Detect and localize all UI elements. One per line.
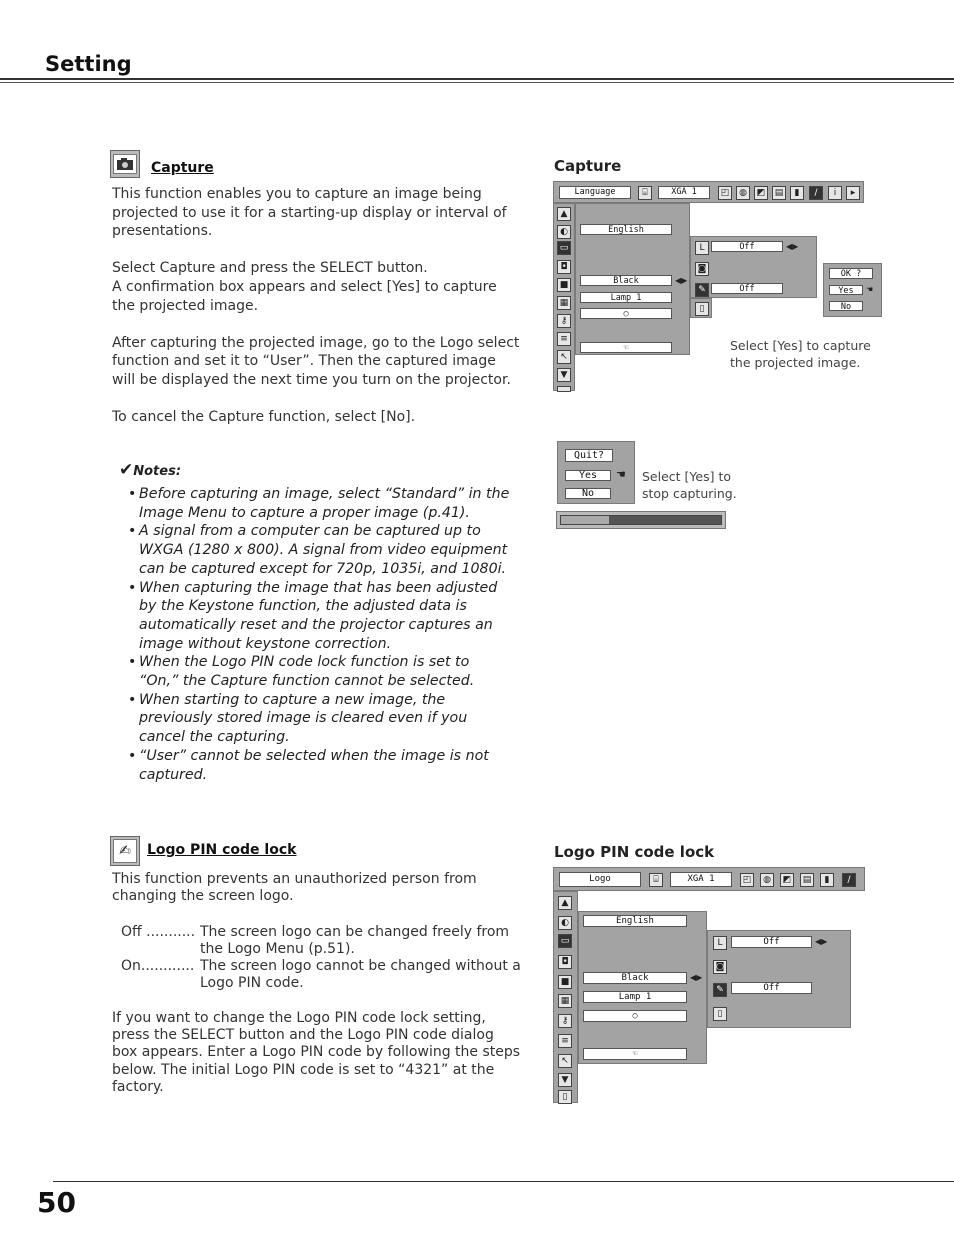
notes-list (128, 485, 513, 784)
checkmark-icon: ✔ (119, 460, 134, 480)
note-item: • “User” cannot be selected when the image is not captured. (128, 747, 513, 784)
arrow-up-icon: ▲ (557, 207, 571, 221)
capture-small-icon: ◘ (557, 260, 571, 274)
notes-title: Notes: (133, 464, 182, 479)
arrow-up-icon: ▲ (558, 896, 572, 910)
background-black-field: Black (583, 972, 687, 984)
def-on-desc: The screen logo cannot be changed without a Logo PIN code. (200, 958, 521, 991)
bulb-field (580, 308, 672, 319)
pin-off-field: Off (711, 283, 783, 294)
screen-icon: ◩ (780, 873, 794, 887)
logo-menu-icon: ▭ (558, 934, 572, 948)
color-icon: ◐ (558, 916, 572, 930)
lamp-field (583, 991, 687, 1003)
exit-icon: ▯ (558, 1090, 572, 1104)
note-item: • When capturing the image that has been adjusted by the Keystone function, the adjusted data is automatically reset and the projector captures an image without keystone correction. (128, 579, 513, 654)
capture-heading: Capture (151, 160, 214, 176)
logo-icon-column (553, 891, 578, 1103)
menubar-xga-field: XGA 1 (670, 872, 732, 887)
color-icon: ◐ (557, 225, 571, 239)
computer-icon: ◰ (718, 186, 732, 200)
arrow-down-icon: ▼ (558, 1073, 572, 1087)
computer-icon: ◰ (740, 873, 754, 887)
menubar-xga-field: XGA 1 (658, 186, 710, 199)
capture-paragraph-2b: A confirmation box appears and select [Yes] to capture the projected image. (112, 278, 497, 314)
left-right-arrows-icon: ◀▶ (690, 973, 703, 982)
logo-figure-title: Logo PIN code lock (554, 843, 715, 861)
pointer-hand-icon: ☚ (866, 285, 874, 294)
def-off-desc: The screen logo can be changed freely from the Logo Menu (p.51). (200, 924, 510, 957)
menubar-language-field: Language (559, 186, 631, 199)
hand-field (580, 342, 672, 353)
stack-icon: ≡ (557, 332, 571, 346)
pin-lock-icon: ✎ (695, 283, 709, 297)
confirm-no-option[interactable]: No (829, 301, 863, 311)
image-icon: ◍ (760, 873, 774, 887)
exit-icon: ▯ (695, 302, 709, 316)
input-icon: ⌸ (638, 186, 652, 200)
hand-icon: ☜ (632, 1049, 638, 1059)
logo-menu-icon: ▭ (557, 241, 571, 255)
capture-progress-bar (556, 511, 726, 529)
pointer-icon: ↖ (557, 350, 571, 364)
footer-rule (53, 1181, 954, 1182)
quit-yes-option[interactable]: Yes (565, 470, 611, 481)
left-right-arrows-icon: ◀▶ (815, 937, 828, 946)
logo-settings-panel (578, 911, 707, 1064)
pin-off-field: Off (731, 982, 812, 994)
hand-field (583, 1048, 687, 1060)
logo-off-field: Off (711, 241, 783, 252)
capture-settings-panel (575, 203, 690, 355)
note-item: • A signal from a computer can be captured up to WXGA (1280 x 800). A signal from video equipment can be captured except for 720p, 1035i, and 1080i. (128, 522, 513, 578)
logo-select-icon: L (695, 241, 709, 255)
key-icon: ⚷ (558, 1014, 572, 1028)
capture-submenu-exit (690, 298, 712, 318)
background-black-field: Black (580, 275, 672, 286)
info-icon: i (828, 186, 842, 200)
confirm-yes-option[interactable]: Yes (829, 285, 863, 295)
logo-off-field: Off (731, 936, 812, 948)
bulb-icon: ○ (623, 309, 629, 319)
capture-icon (110, 150, 140, 178)
header-rule (0, 78, 954, 80)
note-item: • When starting to capture a new image, the previously stored image is cleared even if you cancel the capturing. (128, 691, 513, 747)
capture-caption-2: Select [Yes] to stop capturing. (642, 469, 737, 501)
header-rule-thin (0, 82, 954, 83)
def-off-row (112, 924, 522, 958)
background-icon: ■ (557, 278, 571, 292)
bulb-icon: ○ (632, 1011, 638, 1021)
logo-pin-icon: ✍ (110, 836, 140, 866)
quit-no-option[interactable]: No (565, 488, 611, 499)
grid-icon: ▦ (558, 994, 572, 1008)
exit-icon: ▯ (713, 1007, 727, 1021)
pointer-hand-icon: ☚ (616, 468, 626, 481)
left-right-arrows-icon: ◀▶ (675, 276, 688, 285)
input-icon: ⌸ (649, 873, 663, 887)
grid-icon: ▦ (557, 296, 571, 310)
setting-icon: ▮ (820, 873, 834, 887)
key-icon: ⚷ (557, 314, 571, 328)
capture-paragraph-1: This function enables you to capture an image being projected to use it for a starting-up display or interval of presentations. (112, 186, 507, 240)
capture-body (112, 185, 520, 445)
language-english-field: English (580, 224, 672, 235)
logo-pin-definitions (112, 924, 522, 992)
setting-icon: ▮ (790, 186, 804, 200)
camera-icon: ◙ (695, 262, 709, 276)
note-item: • When the Logo PIN code lock function is set to “On,” the Capture function cannot be selected. (128, 653, 513, 690)
capture-confirm-box (823, 263, 882, 317)
logo-pin-heading: Logo PIN code lock (147, 842, 297, 858)
capture-paragraph-2a: Select Capture and press the SELECT button. (112, 260, 428, 277)
def-off-term: Off ........... (121, 924, 196, 940)
notes-header (119, 460, 181, 480)
setting-selected-icon: / (809, 186, 823, 200)
confirm-ok-label: OK ? (829, 268, 873, 279)
stack-icon: ≡ (558, 1034, 572, 1048)
lamp-label: Lamp 1 (610, 293, 642, 303)
def-on-row (112, 958, 522, 992)
logo-pin-body: This function prevents an unauthorized person from changing the screen logo. (112, 871, 477, 905)
left-right-arrows-icon: ◀▶ (786, 242, 799, 251)
logo-submenu-panel (707, 930, 851, 1028)
logo-pin-paragraph-2: If you want to change the Logo PIN code lock setting, press the SELECT button and the Logo PIN code dialog box appears. Enter a Logo PIN code by following the steps below. The initial Logo PIN code is set to “4321” at the factory. (112, 1010, 521, 1095)
quit-title: Quit? (565, 449, 613, 462)
capture-progress-track (560, 515, 722, 525)
logo-select-icon: L (713, 936, 727, 950)
network-icon: ▸ (846, 186, 860, 200)
capture-icon-column (553, 203, 575, 391)
quit-confirm-box (557, 441, 635, 504)
page-number: 50 (37, 1186, 76, 1219)
exit-icon (557, 386, 571, 392)
logo-menu-screenshot (553, 867, 865, 1103)
image-icon: ◍ (736, 186, 750, 200)
page-header-title: Setting (45, 52, 132, 76)
lamp-field (580, 292, 672, 303)
capture-caption-1: Select [Yes] to capture the projected image. (730, 338, 871, 370)
def-on-term: On............ (121, 958, 195, 974)
setting-selected-icon: / (842, 873, 856, 887)
pin-lock-icon: ✎ (713, 983, 727, 997)
screen-icon: ◩ (754, 186, 768, 200)
lamp-label: Lamp 1 (618, 992, 652, 1002)
arrow-down-icon: ▼ (557, 368, 571, 382)
bulb-field (583, 1010, 687, 1022)
language-english-field: English (583, 915, 687, 927)
camera-icon: ◙ (713, 960, 727, 974)
capture-paragraph-4: To cancel the Capture function, select [No]. (112, 409, 416, 426)
capture-paragraph-3: After capturing the projected image, go to the Logo select function and set it to “User”. Then the captured image will be displayed the next time you turn on the projector. (112, 334, 520, 388)
menubar-logo-field: Logo (559, 872, 641, 887)
logo-menubar (553, 867, 865, 891)
capture-submenu-panel (690, 236, 817, 298)
picture-icon: ▤ (772, 186, 786, 200)
picture-icon: ▤ (800, 873, 814, 887)
note-item: • Before capturing an image, select “Standard” in the Image Menu to capture a proper image (p.41). (128, 485, 513, 522)
hand-icon: ☜ (623, 343, 629, 353)
capture-progress-fill (561, 516, 609, 524)
capture-small-icon: ◘ (558, 955, 572, 969)
capture-figure-title: Capture (554, 157, 622, 175)
pointer-icon: ↖ (558, 1054, 572, 1068)
background-icon: ■ (558, 975, 572, 989)
capture-menubar (553, 181, 864, 203)
